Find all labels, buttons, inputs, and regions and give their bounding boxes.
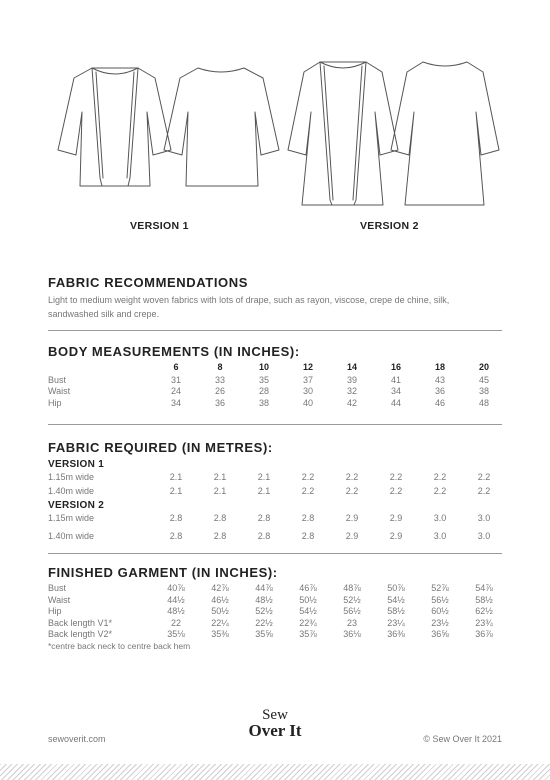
table-cell: 2.2 — [301, 472, 315, 482]
body-measurements-section — [48, 344, 502, 409]
table-cell: 2.2 — [433, 472, 447, 482]
table-cell: 42 — [346, 397, 357, 408]
table-cell: 46 — [434, 397, 445, 408]
table-cell: 2.2 — [345, 486, 359, 496]
logo-line-1: Sew — [262, 707, 288, 723]
footnote: *centre back neck to centre back hem — [48, 640, 191, 651]
table-cell: 32 — [346, 386, 357, 396]
divider — [48, 424, 502, 425]
table-cell: 50½ — [211, 606, 229, 616]
divider — [48, 553, 502, 554]
table-cell: 44½ — [167, 594, 185, 605]
table-cell: 35⅞ — [299, 629, 317, 639]
table-cell: 54½ — [387, 594, 405, 605]
size-header: 14 — [346, 362, 357, 372]
table-cell: 2.2 — [433, 486, 447, 496]
table-cell: 56½ — [343, 606, 361, 616]
table-row — [48, 629, 502, 641]
table-cell: 37 — [302, 374, 313, 385]
table-row — [48, 472, 502, 486]
table-cell: 44 — [390, 397, 401, 408]
table-cell: 36 — [214, 397, 225, 408]
brand-logo — [235, 708, 315, 738]
table-row — [48, 618, 502, 630]
table-cell: 35⅛ — [167, 629, 185, 639]
table-cell: 2.9 — [389, 513, 403, 523]
row-label: 1.15m wide — [48, 472, 95, 482]
table-cell: 50⅞ — [387, 583, 405, 593]
table-cell: 2.2 — [389, 472, 403, 482]
table-cell: 41 — [390, 374, 401, 385]
size-header: 10 — [258, 362, 269, 372]
version-1-label: VERSION 1 — [130, 220, 189, 232]
table-row — [48, 386, 502, 398]
table-cell: 2.2 — [389, 486, 403, 496]
table-cell: 2.1 — [213, 472, 227, 482]
table-cell: 2.9 — [345, 531, 359, 541]
table-row — [48, 583, 502, 595]
table-cell: 23 — [346, 617, 357, 628]
table-cell: 39 — [346, 374, 357, 385]
website-link[interactable]: sewoverit.com — [48, 734, 106, 744]
table-row — [48, 486, 502, 500]
table-cell: 2.1 — [169, 472, 183, 482]
table-cell: 54½ — [299, 606, 317, 616]
finished-garment-section — [48, 565, 502, 652]
table-cell: 52½ — [255, 606, 273, 616]
table-cell: 48 — [478, 397, 489, 408]
table-cell: 58½ — [475, 594, 493, 605]
table-cell: 54⅞ — [475, 583, 493, 593]
table-cell: 2.9 — [389, 531, 403, 541]
table-cell: 34 — [170, 397, 181, 408]
table-cell: 22¼ — [211, 617, 229, 628]
table-cell: 30 — [302, 386, 313, 396]
table-cell: 2.2 — [301, 486, 315, 496]
size-header: 16 — [390, 362, 401, 372]
table-cell: 52½ — [343, 594, 361, 605]
table-cell: 50½ — [299, 594, 317, 605]
table-cell: 3.0 — [477, 513, 491, 523]
row-label: Back length V1* — [48, 617, 113, 628]
size-header: 12 — [302, 362, 313, 372]
table-cell: 48⅞ — [343, 583, 361, 593]
table-cell: 26 — [214, 386, 225, 396]
table-cell: 40⅞ — [167, 583, 185, 593]
size-header: 8 — [217, 362, 223, 372]
row-label: Waist — [48, 386, 71, 396]
table-cell: 35 — [258, 374, 269, 385]
table-cell: 2.8 — [169, 513, 183, 523]
row-label: 1.40m wide — [48, 531, 95, 541]
table-cell: 42⅞ — [211, 583, 229, 593]
table-cell: 2.1 — [257, 472, 271, 482]
table-cell: 36⅛ — [343, 629, 361, 639]
table-cell: 35⅝ — [255, 629, 273, 639]
table-cell: 23¾ — [475, 617, 493, 628]
table-cell: 23¼ — [387, 617, 405, 628]
table-cell: 48½ — [255, 594, 273, 605]
table-cell: 44⅞ — [255, 583, 273, 593]
row-label: Bust — [48, 583, 67, 593]
table-cell: 36⅞ — [475, 629, 493, 639]
table-cell: 46⅞ — [299, 583, 317, 593]
table-cell: 3.0 — [433, 531, 447, 541]
table-cell: 58½ — [387, 606, 405, 616]
row-label: Bust — [48, 374, 67, 385]
table-cell: 46½ — [211, 594, 229, 605]
table-cell: 22¾ — [299, 617, 317, 628]
version-2-label: VERSION 2 — [360, 220, 419, 232]
table-row — [48, 398, 502, 410]
table-row — [48, 606, 502, 618]
table-cell: 36⅝ — [431, 629, 449, 639]
table-cell: 2.2 — [477, 486, 491, 496]
table-cell: 2.8 — [301, 513, 315, 523]
table-cell: 2.1 — [169, 486, 183, 496]
copyright-text: © Sew Over It 2021 — [423, 734, 502, 744]
table-cell: 2.9 — [345, 513, 359, 523]
table-cell: 45 — [478, 374, 489, 385]
logo-line-2: Over It — [248, 721, 302, 740]
size-header: 6 — [173, 362, 179, 372]
table-cell: 24 — [170, 386, 181, 396]
row-label: Hip — [48, 606, 62, 616]
row-label: Back length V2* — [48, 629, 113, 639]
decorative-stripe-border — [0, 764, 550, 780]
table-cell: 22 — [170, 617, 181, 628]
table-cell: 33 — [214, 374, 225, 385]
table-cell: 2.8 — [169, 531, 183, 541]
table-cell: 56½ — [431, 594, 449, 605]
table-cell: 40 — [302, 397, 313, 408]
table-cell: 2.2 — [477, 472, 491, 482]
table-cell: 31 — [170, 374, 181, 385]
version-1-subheading: VERSION 1 — [48, 459, 105, 470]
fabric-required-heading: FABRIC REQUIRED (IN METRES): — [48, 440, 273, 455]
table-cell: 2.1 — [257, 486, 271, 496]
row-label: 1.40m wide — [48, 486, 95, 496]
table-cell: 2.2 — [345, 472, 359, 482]
version-2-subheading: VERSION 2 — [48, 500, 105, 511]
table-cell: 60½ — [431, 606, 449, 616]
table-cell: 28 — [258, 386, 269, 396]
finished-garment-heading: FINISHED GARMENT (IN INCHES): — [48, 565, 278, 580]
table-cell: 38 — [258, 397, 269, 408]
size-header: 18 — [434, 362, 445, 372]
table-cell: 52⅞ — [431, 583, 449, 593]
table-row — [48, 595, 502, 607]
table-row — [48, 531, 502, 545]
table-cell: 3.0 — [477, 531, 491, 541]
table-cell: 48½ — [167, 606, 185, 616]
table-cell: 23½ — [431, 617, 449, 628]
size-header: 20 — [478, 362, 489, 372]
table-cell: 3.0 — [433, 513, 447, 523]
table-cell: 2.1 — [213, 486, 227, 496]
divider — [48, 330, 502, 331]
table-cell: 2.8 — [257, 513, 271, 523]
table-cell: 62½ — [475, 606, 493, 616]
version-2-front-illustration — [288, 62, 398, 205]
fabric-recommendations-text: Light to medium weight woven fabrics with lots of drape, such as rayon, viscose, crepe de chine, silk, sandwashed silk and crepe. — [48, 295, 450, 319]
table-cell: 38 — [478, 386, 489, 396]
table-cell: 2.8 — [213, 531, 227, 541]
version-2-back-illustration — [391, 62, 499, 205]
table-cell: 35⅜ — [211, 629, 229, 639]
size-header-row — [48, 362, 502, 374]
version-1-front-illustration — [58, 68, 171, 186]
table-cell: 43 — [434, 374, 445, 385]
fabric-recommendations-section — [48, 275, 502, 321]
row-label: Hip — [48, 397, 62, 408]
table-cell: 34 — [390, 386, 401, 396]
table-cell: 36 — [434, 386, 445, 396]
fabric-recommendations-heading: FABRIC RECOMMENDATIONS — [48, 275, 249, 290]
table-cell: 36⅜ — [387, 629, 405, 639]
garment-illustrations — [0, 0, 550, 240]
version-1-back-illustration — [164, 68, 279, 186]
table-cell: 2.8 — [213, 513, 227, 523]
table-row — [48, 513, 502, 531]
body-measurements-heading: BODY MEASUREMENTS (IN INCHES): — [48, 344, 300, 359]
fabric-required-section — [48, 440, 502, 545]
table-cell: 2.8 — [257, 531, 271, 541]
row-label: Waist — [48, 594, 71, 605]
table-row — [48, 375, 502, 387]
row-label: 1.15m wide — [48, 513, 95, 523]
table-cell: 22½ — [255, 617, 273, 628]
table-cell: 2.8 — [301, 531, 315, 541]
